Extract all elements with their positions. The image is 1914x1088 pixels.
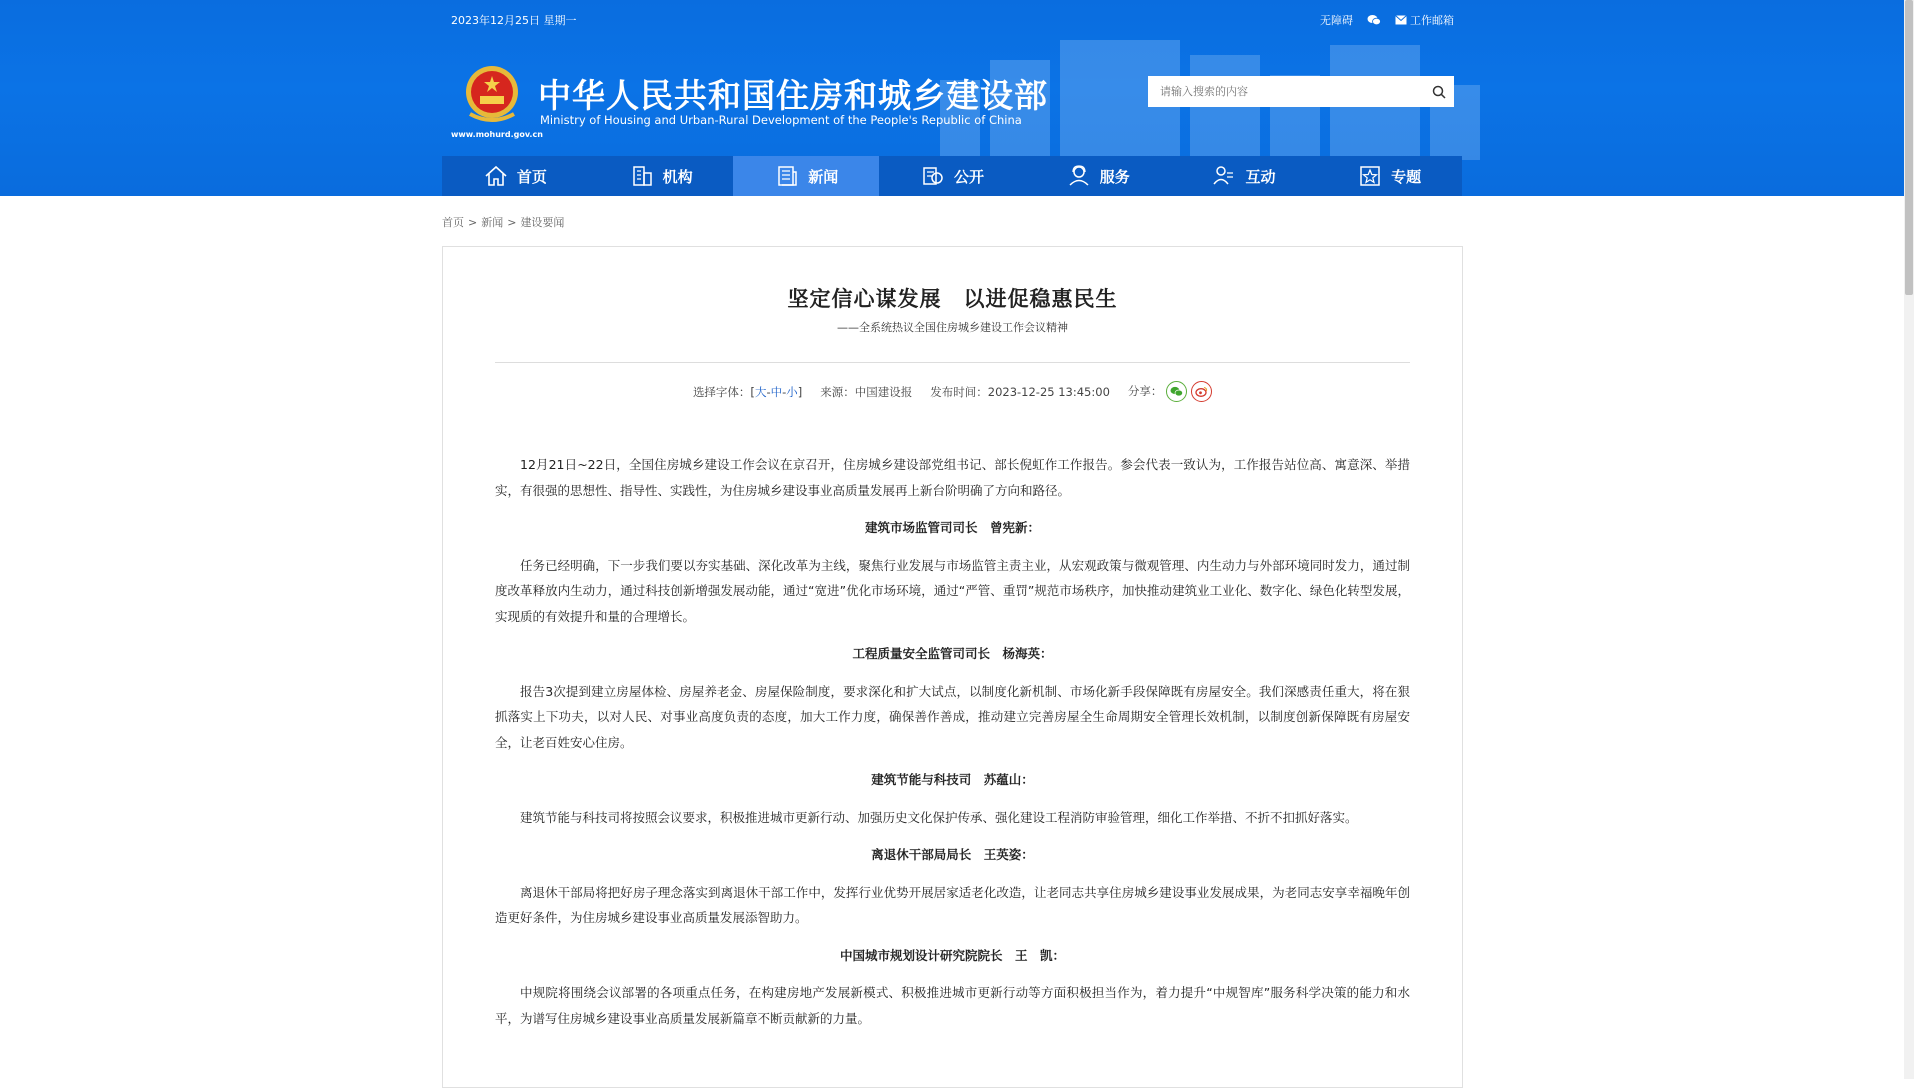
nav-item-service[interactable] [1025, 156, 1171, 196]
font-small-link[interactable]: 小 [786, 384, 798, 399]
nav-item-label: 新闻 [808, 167, 839, 186]
font-close-bracket: ] [797, 384, 803, 399]
nav-item-label: 机构 [662, 167, 693, 186]
work-mail-label: 工作邮箱 [1410, 14, 1454, 27]
search-box [1148, 76, 1454, 107]
font-sep: - [766, 384, 771, 399]
article-body [495, 452, 1410, 1043]
article-paragraph: 建筑节能与科技司将按照会议要求，积极推进城市更新行动、加强历史文化保护传承、强化建设工程消防审验管理，细化工作举措、不折不扣抓好落实。 [520, 809, 1358, 825]
site-header [0, 0, 1904, 196]
breadcrumb [442, 214, 564, 230]
mail-icon [1395, 15, 1407, 25]
article-paragraph: 离退休干部局将把好房子理念落实到离退休干部工作中，发挥行业优势开展居家适老化改造，让老同志共享住房城乡建设事业发展成果，为老同志安享幸福晚年创造更好条件，为住房城乡建设事业高质量发展添智助力。 [495, 884, 1410, 925]
nav-item-interact[interactable] [1171, 156, 1317, 196]
share-label: 分享： [1127, 384, 1163, 398]
publish-time: 发布时间：2023-12-25 13:45:00 [930, 384, 1110, 399]
article-paragraph: 任务已经明确，下一步我们要以夯实基础、深化改革为主线，聚焦行业发展与市场监管主责主业，从宏观政策与微观管理、内生动力与外部环境同时发力，通过制度改革释放内生动力，通过科技创新增强发展动能，通过“宽进”优化市场环境，通过“严管、重罚”规范市场秩序，加快推动建筑业工业化、数字化、绿色化转型发展，实现质的有效提升和量的合理增长。 [495, 557, 1410, 624]
public-icon [920, 163, 946, 189]
breadcrumb-sep: > [468, 216, 478, 229]
news-icon [774, 163, 800, 189]
breadcrumb-news[interactable]: 新闻 [481, 216, 504, 229]
font-size-selector [693, 384, 802, 400]
site-title[interactable]: 中华人民共和国住房和城乡建设部 [538, 76, 1048, 115]
search-icon[interactable] [1424, 76, 1454, 107]
nav-item-label: 互动 [1245, 167, 1276, 186]
divider [495, 362, 1410, 363]
search-input[interactable] [1148, 77, 1424, 106]
speaker-heading: 建筑节能与科技司 苏蕴山： [871, 772, 1034, 787]
wechat-share-icon[interactable] [1166, 381, 1187, 402]
nav-item-topic[interactable] [1316, 156, 1462, 196]
nav-item-org[interactable] [588, 156, 734, 196]
article-paragraph: 12月21日~22日，全国住房城乡建设工作会议在京召开，住房城乡建设部党组书记、部长倪虹作工作报告。参会代表一致认为，工作报告站位高、寓意深、举措实，有很强的思想性、指导性、实践性，为住房城乡建设事业高质量发展再上新台阶明确了方向和路径。 [495, 457, 1410, 498]
speaker-heading: 建筑市场监管司司长 曾宪新： [864, 520, 1040, 535]
font-medium-link[interactable]: 中 [770, 384, 783, 399]
accessibility-link[interactable]: 无障碍 [1320, 14, 1353, 27]
interact-icon [1211, 163, 1237, 189]
article-title: 坚定信心谋发展 以进促稳惠民生 [787, 287, 1118, 311]
building-icon [629, 163, 655, 189]
speaker-heading: 离退休干部局局长 王英姿： [871, 847, 1034, 862]
nav-item-news[interactable] [733, 156, 879, 196]
article-paragraph: 中规院将围绕会议部署的各项重点任务，在构建房地产发展新模式、积极推进城市更新行动等方面积极担当作为，着力提升“中规智库”服务科学决策的能力和水平，为谱写住房城乡建设事业高质量发展新篇章不断贡献新的力量。 [495, 985, 1410, 1026]
topic-icon [1357, 163, 1383, 189]
article-paragraph: 报告3次提到建立房屋体检、房屋养老金、房屋保险制度，要求深化和扩大试点，以制度化新机制、市场化新手段保障既有房屋安全。我们深感责任重大，将在狠抓落实上下功夫，以对人民、对事业高度负责的态度，加大工作力度，确保善作善成，推动建立完善房屋全生命周期安全管理长效机制，以制度创新保障既有房屋安全，让老百姓安心住房。 [495, 683, 1410, 750]
home-icon [483, 163, 509, 189]
article-card [442, 246, 1463, 1088]
national-emblem-icon[interactable] [462, 64, 522, 126]
breadcrumb-current[interactable]: 建设要闻 [520, 216, 565, 229]
scrollbar-thumb[interactable] [1905, 0, 1913, 295]
font-large-link[interactable]: 大 [754, 384, 767, 399]
weibo-share-icon[interactable] [1191, 381, 1212, 402]
site-url: www.mohurd.gov.cn [451, 130, 543, 139]
work-mail-link[interactable] [1395, 12, 1454, 28]
speaker-heading: 中国城市规划设计研究院院长 王 凯： [839, 947, 1065, 963]
article-meta [443, 381, 1462, 402]
nav-item-label: 专题 [1391, 167, 1422, 186]
nav-item-label: 首页 [516, 167, 547, 186]
nav-item-label: 服务 [1099, 167, 1130, 186]
font-size-label: 选择字体：[ [692, 384, 755, 399]
breadcrumb-home[interactable]: 首页 [442, 216, 464, 229]
service-icon [1066, 163, 1092, 189]
article-subtitle: ——全系统热议全国住房城乡建设工作会议精神 [837, 321, 1068, 334]
article-source: 来源：中国建设报 [820, 384, 913, 399]
font-sep: - [782, 384, 787, 399]
share-area [1128, 381, 1212, 402]
site-subtitle: Ministry of Housing and Urban-Rural Development of the People's Republic of China [540, 113, 1022, 127]
topbar-links [1320, 12, 1454, 28]
main-nav [442, 156, 1462, 196]
current-date: 2023年12月25日 星期一 [451, 14, 577, 27]
speaker-heading: 工程质量安全监管司司长 杨海英： [852, 646, 1053, 661]
nav-item-home[interactable] [442, 156, 588, 196]
breadcrumb-sep: > [507, 216, 517, 229]
wechat-icon[interactable] [1367, 14, 1381, 26]
page-scrollbar[interactable] [1904, 0, 1914, 1079]
nav-item-label: 公开 [954, 167, 985, 186]
nav-item-public[interactable] [879, 156, 1025, 196]
